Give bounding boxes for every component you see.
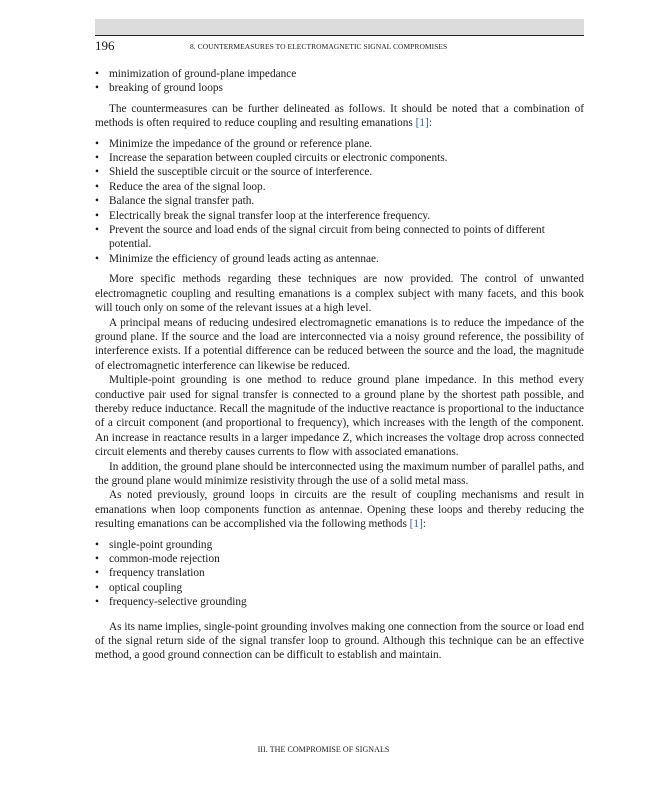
paragraph-tail: :	[422, 518, 426, 531]
list-item: • Electrically break the signal transfer loop at the interference frequency.	[95, 209, 584, 223]
list-item: • Reduce the area of the signal loop.	[95, 180, 584, 194]
ground-loop-methods-list	[95, 538, 584, 610]
list-item: • Prevent the source and load ends of the signal circuit from being connected to points of different potential.	[95, 223, 584, 252]
list-item: • minimization of ground-plane impedance	[95, 67, 584, 81]
list-item: • Increase the separation between coupled circuits or electronic components.	[95, 151, 584, 165]
body-paragraph: A principal means of reducing undesired electromagnetic emanations is to reduce the impedance of the ground plane. If the source and the load are interconnected via a noisy ground reference, the possibility of interference exists. If a potential difference can be reduced between the source and the load, the magnitude of electromagnetic interference can likewise be reduced.	[95, 316, 584, 372]
list-item: • Balance the signal transfer path.	[95, 194, 584, 208]
header-band	[95, 19, 584, 35]
list-item: • Minimize the impedance of the ground or reference plane.	[95, 137, 584, 151]
body-paragraph: In addition, the ground plane should be interconnected using the maximum number of parallel paths, and the ground plane would minimize resistivity through the use of a solid metal mass.	[95, 460, 584, 487]
paragraph-text: As noted previously, ground loops in circuits are the result of coupling mechanisms and result in emanations when loop components function as antennae. Opening these loops and thereby reducing the resulting emanations can be accomplished via the following methods	[95, 489, 584, 531]
page-number: 196	[95, 38, 115, 53]
list-item: • Shield the susceptible circuit or the source of interference.	[95, 165, 584, 179]
header-rule	[95, 35, 584, 36]
intro-paragraph	[95, 102, 584, 131]
list-item: • frequency translation	[95, 566, 584, 580]
paragraph-tail: :	[428, 117, 432, 130]
citation-link[interactable]: [1]	[415, 117, 429, 130]
body-paragraph: As its name implies, single-point grounding involves making one connection from the source or load end of the signal return side of the signal transfer loop to ground. Although this technique can be an effective method, a good ground connection can be difficult to establish and maintain.	[95, 620, 585, 662]
citation-link[interactable]: [1]	[409, 518, 423, 531]
list-item: • frequency-selective grounding	[95, 595, 584, 609]
ground-loops-paragraph	[95, 488, 584, 531]
running-head: 8. COUNTERMEASURES TO ELECTROMAGNETIC SIGNAL COMPROMISES	[190, 42, 448, 51]
methods-list	[95, 137, 584, 267]
list-item: • optical coupling	[95, 581, 584, 595]
page-footer: III. THE COMPROMISE OF SIGNALS	[257, 745, 390, 754]
list-item: • common-mode rejection	[95, 552, 584, 566]
paragraph-text: The countermeasures can be further delineated as follows. It should be noted that a combination of methods is often required to reduce coupling and resulting emanations	[95, 102, 584, 130]
page-body	[95, 67, 584, 663]
list-item: • single-point grounding	[95, 538, 584, 552]
list-item: • breaking of ground loops	[95, 81, 584, 95]
list-item: • Minimize the efficiency of ground leads acting as antennae.	[95, 252, 584, 266]
body-paragraph: Multiple-point grounding is one method to reduce ground plane impedance. In this method every conductive pair used for signal transfer is connected to a ground plane by the shortest path possible, and thereby reduce inductance. Recall the magnitude of the inductive reactance is proportional to the inductance of a circuit component (and proportional to frequency), which increases with the length of the component. An increase in reactance results in a larger impedance Z, which increases the voltage drop across connected circuit elements and thereby causes currents to flow with associated emanations.	[95, 374, 584, 459]
countermeasure-list	[95, 67, 584, 96]
body-paragraph: More specific methods regarding these techniques are now provided. The control of unwanted electromagnetic coupling and resulting emanations is a complex subject with many facets, and this book will touch only on some of the relevant issues at a high level.	[95, 273, 584, 315]
